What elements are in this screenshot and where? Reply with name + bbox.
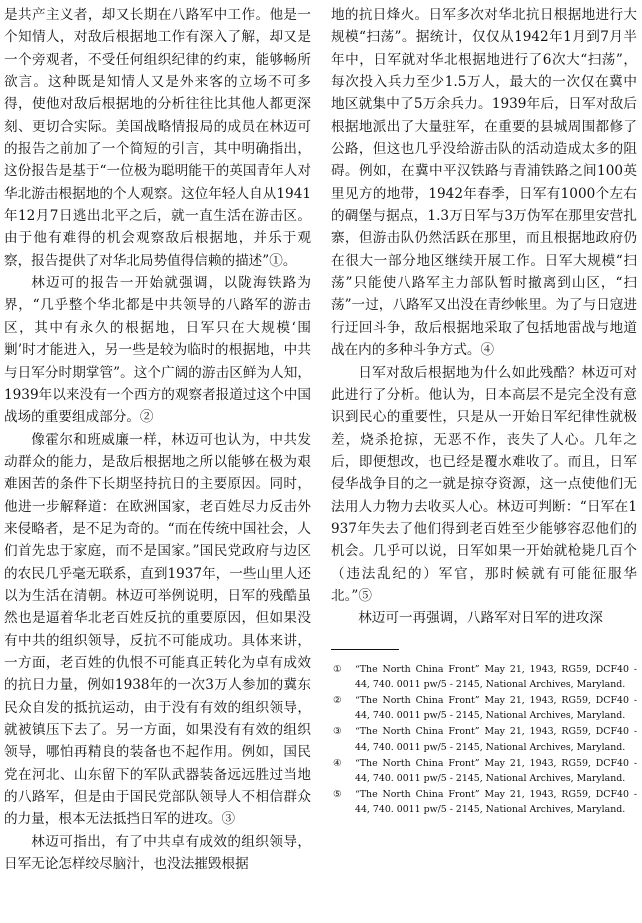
left-column [4, 4, 311, 875]
footnote [331, 787, 637, 817]
footnote [331, 662, 637, 692]
footnote-text: “The North China Front” May 21, 1943, RG59, DCF40 - 44, 740. 0011 pw/5 - 2145, National Archives, Maryland. [355, 695, 637, 722]
body-paragraph: 林迈可的报告一开始就强调，以陇海铁路为界，“几乎整个华北都是中共领导的八路军的游击区，其中有永久的根据地，日军只在大规模‘围剿’时才能进入，另一些是较为临时的根据地，中共与日军分时期掌管”。这个广阔的游击区鲜为人知，1939年以来没有一个西方的观察者报道过这个中国战场的重要组成部分。② [4, 275, 311, 426]
footnote-text: “The North China Front” May 21, 1943, RG59, DCF40 - 44, 740. 0011 pw/5 - 2145, National Archives, Maryland. [355, 789, 637, 816]
footnote [331, 756, 637, 786]
footnote-text: “The North China Front” May 21, 1943, RG59, DCF40 - 44, 740. 0011 pw/5 - 2145, National Archives, Maryland. [355, 757, 637, 785]
footnote-marker: ⑤ [333, 789, 342, 801]
body-paragraph: 林迈可指出，有了中共卓有成效的组织领导，日军无论怎样绞尽脑汁，也没法摧毁根据 [4, 833, 311, 873]
body-paragraph: 林迈可一再强调，八路军对日军的进攻深 [358, 610, 603, 627]
footnote-marker: ① [333, 663, 342, 675]
footnote-text: “The North China Front” May 21, 1943, RG59, DCF40 - 44, 740. 0011 pw/5 - 2145, National Archives, Maryland. [355, 726, 637, 753]
footnote [331, 693, 637, 723]
footnote-marker: ③ [333, 726, 342, 738]
footnote-divider [331, 649, 399, 650]
footnote-text: “The North China Front” May 21, 1943, RG59, DCF40 - 44, 740. 0011 pw/5 - 2145, National Archives, Maryland. [355, 663, 637, 690]
footnote-marker: ② [333, 695, 342, 707]
right-column [331, 4, 637, 819]
body-paragraph: 是共产主义者，却又长期在八路军中工作。他是一个知情人，对敌后根据地工作有深入了解，却又是一个旁观者，不受任何组织纪律的约束，能够畅所欲言。这种既是知情人又是外来客的立场不可多得，使他对敌后根据地的分析往往比其他人都更深刻、更切合实际。美国战略情报局的成员在林迈可的报告之前加了一个简短的引言，其中明确指出，这份报告是基于“一位极为聪明能干的英国青年人对华北游击根据地的个人观察。这位年轻人自从1941年12月7日逃出北平之后，就一直生活在游击区。由于他有难得的机会观察敌后根据地，并乐于观察，报告提供了对华北局势值得信赖的描述”①。 [4, 7, 311, 269]
footnote-marker: ④ [333, 757, 342, 769]
body-paragraph: 像霍尔和班威廉一样，林迈可也认为，中共发动群众的能力，是敌后根据地之所以能够在极为艰难困苦的条件下长期坚持抗日的主要原因。同时，他进一步解释道：在欧洲国家，老百姓尽力反击外来侵略者，是不足为奇的。“而在传统中国社会，人们首先忠于家庭，而不是国家。”国民党政府与边区的农民几乎毫无联系，直到1937年，一些山里人还以为生活在清朝。林迈可举例说明，日军的残酷虽然也是逼着华北老百姓反抗的重要原因，但如果没有中共的组织领导，反抗不可能成功。具体来讲，一方面，老百姓的仇恨不可能真正转化为卓有成效的抗日力量，例如1938年的一次3万人参加的冀东民众自发的抵抗运动，由于没有有效的组织领导，就被镇压下去了。另一方面，如果没有有效的组织领导，哪怕再精良的装备也不起作用。例如，国民党在河北、山东留下的军队武器装备远远胜过当地的八路军，但是由于国民党部队领导人不相信群众的力量，根本无法抵挡日军的进攻。③ [4, 431, 311, 828]
footnote [331, 724, 637, 754]
body-paragraph: 日军对敌后根据地为什么如此残酷？林迈可对此进行了分析。他认为，日本高层不是完全没有意识到民心的重要性，只是从一开始日军纪律性就极差，烧杀抢掠，无恶不作，丧失了人心。几年之后，即便想改，也已经是覆水难收了。而且，日军侵华战争目的之一就是掠夺资源，这一点使他们无法用人力物力去收买人心。林迈可判断：“日军在1937年失去了他们得到老百姓至少能够容忍他们的机会。几乎可以说，日军如果一开始就枪毙几百个（违法乱纪的）军官，那时候就有可能征服华北。”⑤ [331, 364, 637, 604]
footnotes [331, 662, 637, 818]
body-paragraph: 地的抗日烽火。日军多次对华北抗日根据地进行大规模“扫荡”。据统计，仅仅从1942年1月到7月半年中，日军就对华北根据地进行了6次大“扫荡”，每次投入兵力至少1.5万人，最大的一次仅在冀中地区就集中了5万余兵力。1939年后，日军对敌后根据地派出了大量驻军，在重要的县城周围都修了公路，但这也几乎没给游击队的活动造成太多的阻碍。例如，在冀中平汉铁路与青浦铁路之间100英里见方的地带，1942年春季，日军有1000个左右的碉堡与据点，1.3万日军与3万伪军在那里安营扎寨，但游击队仍然活跃在那里，而且根据地政府仍在很大一部分地区继续开展工作。日军大规模“扫荡”只能使八路军主力部队暂时撤离到山区，“扫荡”一过，八路军又出没在青纱帐里。为了与日寇进行迂回斗争，敌后根据地采取了包括地雷战与地道战在内的多种斗争方式。④ [331, 7, 638, 359]
